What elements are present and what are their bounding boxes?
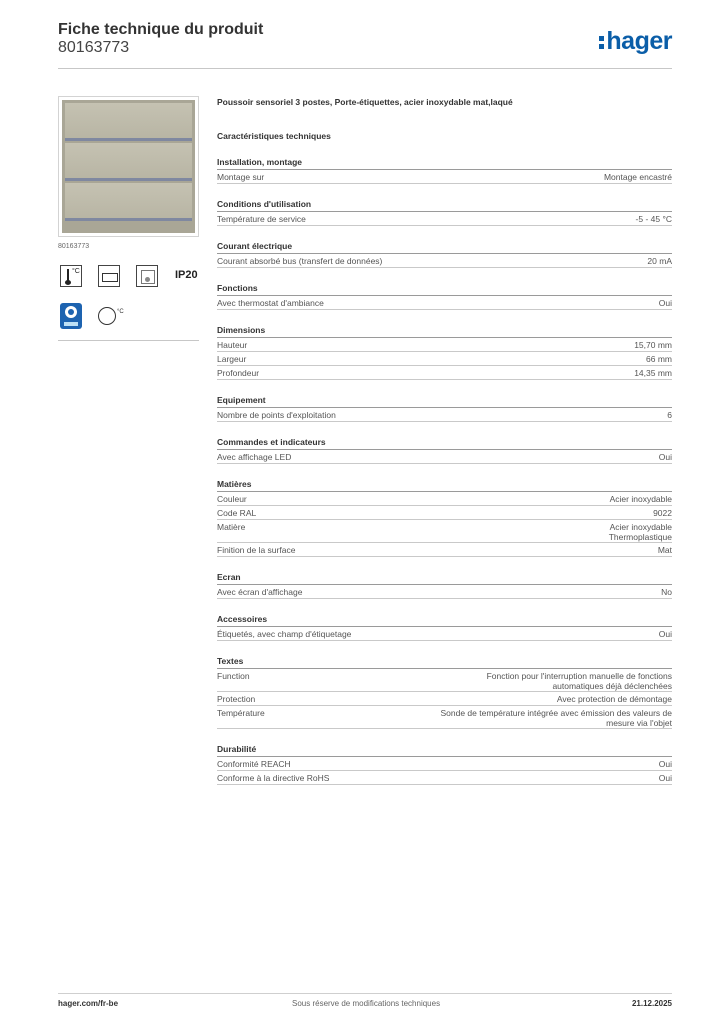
- spec-value: [636, 214, 672, 225]
- spec-value: [658, 545, 672, 556]
- spec-value-line: Oui: [658, 452, 672, 462]
- spec-group: [217, 478, 672, 557]
- spec-row: [217, 692, 672, 706]
- product-image: [58, 96, 199, 237]
- spec-value: [659, 773, 672, 784]
- spec-row: [217, 706, 672, 729]
- spec-group: [217, 394, 672, 422]
- spec-value-line: No: [661, 587, 672, 597]
- spec-label: Code RAL: [217, 508, 257, 518]
- spec-group: [217, 324, 672, 380]
- spec-label: Avec écran d'affichage: [217, 587, 303, 597]
- product-description: Poussoir sensoriel 3 postes, Porte-étiquettes, acier inoxydable mat,laqué: [217, 97, 513, 107]
- spec-value: [646, 354, 672, 365]
- spec-label: Function: [217, 671, 250, 681]
- spec-value-line: 9022: [653, 508, 672, 518]
- spec-group: [217, 240, 672, 268]
- spec-value-line: 66 mm: [646, 354, 672, 364]
- footer-date: 21.12.2025: [631, 999, 672, 1008]
- spec-value: [647, 256, 672, 267]
- spec-value: [667, 410, 672, 421]
- spec-group-title: Ecran: [217, 571, 672, 585]
- spec-group: [217, 198, 672, 226]
- spec-value: [659, 452, 672, 463]
- spec-value-line: -5 - 45 °C: [635, 214, 672, 224]
- flush-mount-icon: [136, 265, 158, 287]
- spec-row: [217, 366, 672, 380]
- thermostat-icon: °C: [98, 305, 120, 327]
- spec-group-title: Textes: [217, 655, 672, 669]
- spec-value: [659, 629, 672, 640]
- spec-value: [604, 172, 672, 183]
- spec-label: Avec thermostat d'ambiance: [217, 298, 324, 308]
- spec-row: [217, 338, 672, 352]
- spec-value: [653, 508, 672, 519]
- spec-value-line: Mat: [657, 545, 672, 555]
- spec-value-line: Thermoplastique: [608, 532, 672, 542]
- footer-divider: [58, 993, 672, 994]
- page-title: Fiche technique du produit: [58, 21, 264, 38]
- spec-row: [217, 450, 672, 464]
- product-reference: 80163773: [58, 39, 130, 56]
- spec-group-title: Dimensions: [217, 324, 672, 338]
- spec-group: [217, 613, 672, 641]
- spec-label: Température de service: [217, 214, 306, 224]
- spec-group: [217, 156, 672, 184]
- epd-icon: [60, 303, 82, 329]
- rocker-2: [65, 143, 192, 181]
- spec-row: [217, 254, 672, 268]
- spec-value-line: Oui: [658, 629, 672, 639]
- ip-rating-badge: IP20: [175, 269, 198, 281]
- spec-value: [557, 694, 672, 705]
- spec-value-line: Oui: [658, 298, 672, 308]
- bus-device-icon: [98, 265, 120, 287]
- spec-group-title: Accessoires: [217, 613, 672, 627]
- spec-group-title: Matières: [217, 478, 672, 492]
- spec-label: Matière: [217, 522, 246, 532]
- spec-label: Montage sur: [217, 172, 265, 182]
- spec-value: [610, 494, 672, 505]
- brand-name: hager: [606, 27, 672, 55]
- spec-label: Étiquetés, avec champ d'étiquetage: [217, 629, 352, 639]
- spec-row: [217, 520, 672, 543]
- spec-value-line: 20 mA: [647, 256, 672, 266]
- spec-value-line: Acier inoxydable: [609, 522, 672, 532]
- spec-row: [217, 212, 672, 226]
- spec-value: [661, 587, 672, 598]
- rocker-3: [65, 183, 192, 221]
- logo-colon-icon: [599, 34, 604, 50]
- spec-label: Protection: [217, 694, 256, 704]
- spec-value-line: Oui: [658, 759, 672, 769]
- spec-value-line: Acier inoxydable: [609, 494, 672, 504]
- spec-group: [217, 743, 672, 785]
- spec-value-line: 6: [667, 410, 672, 420]
- product-frame: [62, 100, 195, 233]
- spec-label: Largeur: [217, 354, 247, 364]
- spec-row: [217, 627, 672, 641]
- rocker-1: [65, 103, 192, 141]
- spec-group-title: Conditions d'utilisation: [217, 198, 672, 212]
- spec-row: [217, 352, 672, 366]
- spec-value-line: Sonde de température intégrée avec émission des valeurs de: [440, 708, 672, 718]
- spec-value-line: Montage encastré: [603, 172, 672, 182]
- footer-website: hager.com/fr-be: [58, 999, 119, 1008]
- spec-row: [217, 543, 672, 557]
- spec-group: [217, 436, 672, 464]
- spec-group-title: Installation, montage: [217, 156, 672, 170]
- spec-label: Conforme à la directive RoHS: [217, 773, 330, 783]
- spec-value-line: 14,35 mm: [634, 368, 672, 378]
- spec-row: [217, 492, 672, 506]
- specification-panel: [217, 96, 672, 785]
- spec-row: [217, 170, 672, 184]
- spec-label: Conformité REACH: [217, 759, 291, 769]
- image-reference: 80163773: [58, 243, 90, 250]
- spec-label: Couleur: [217, 494, 247, 504]
- spec-group-title: Commandes et indicateurs: [217, 436, 672, 450]
- spec-label: Température: [217, 708, 265, 718]
- spec-label: Courant absorbé bus (transfert de données): [217, 256, 383, 266]
- spec-row: [217, 757, 672, 771]
- spec-value: [659, 759, 672, 770]
- spec-value: [659, 298, 672, 309]
- spec-section-title: Caractéristiques techniques: [217, 131, 331, 141]
- spec-value: [609, 522, 672, 542]
- spec-group: [217, 655, 672, 729]
- spec-label: Hauteur: [217, 340, 248, 350]
- spec-value: [634, 368, 672, 379]
- spec-value-line: Fonction pour l'interruption manuelle de fonctions: [486, 671, 672, 681]
- spec-value: [487, 671, 672, 691]
- spec-groups: [217, 156, 672, 785]
- spec-value-line: Avec protection de démontage: [556, 694, 672, 704]
- spec-value: [634, 340, 672, 351]
- spec-row: [217, 408, 672, 422]
- spec-label: Profondeur: [217, 368, 260, 378]
- spec-group-title: Durabilité: [217, 743, 672, 757]
- spec-row: [217, 506, 672, 520]
- spec-value: [440, 708, 672, 728]
- spec-label: Finition de la surface: [217, 545, 296, 555]
- spec-value-line: 15,70 mm: [634, 340, 672, 350]
- spec-group-title: Equipement: [217, 394, 672, 408]
- spec-row: [217, 296, 672, 310]
- spec-group-title: Courant électrique: [217, 240, 672, 254]
- spec-value-line: automatiques déjà déclenchées: [552, 681, 672, 691]
- spec-group-title: Fonctions: [217, 282, 672, 296]
- footer-notice: Sous réserve de modifications techniques: [292, 999, 441, 1008]
- spec-row: [217, 669, 672, 692]
- spec-label: Avec affichage LED: [217, 452, 292, 462]
- spec-row: [217, 585, 672, 599]
- spec-value-line: mesure via l'objet: [606, 718, 672, 728]
- sidebar-divider: [58, 340, 199, 341]
- thermometer-icon: °C: [60, 265, 82, 287]
- spec-value-line: Oui: [658, 773, 672, 783]
- header-divider: [58, 68, 672, 69]
- spec-row: [217, 771, 672, 785]
- spec-label: Nombre de points d'exploitation: [217, 410, 336, 420]
- spec-group: [217, 282, 672, 310]
- spec-group: [217, 571, 672, 599]
- brand-logo: [599, 27, 672, 56]
